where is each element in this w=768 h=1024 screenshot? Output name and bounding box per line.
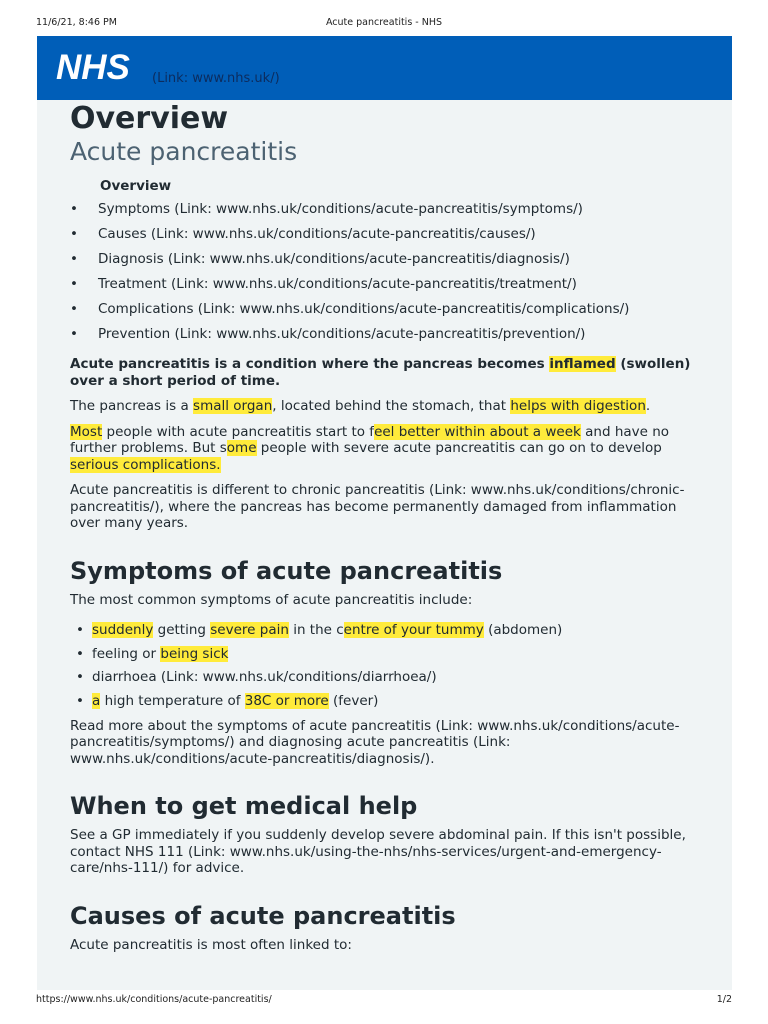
home-link[interactable]: (Link: www.nhs.uk/) xyxy=(152,71,280,86)
medical-help-text: See a GP immediately if you suddenly develop severe abdominal pain. If this isn't possible, contact NHS 111 (Link: www.nhs.uk/using-the-nhs/nhs-services/urgent-and-emergency-care/nhs-111/) for advice. xyxy=(70,827,686,876)
symptom-item: • suddenly getting severe pain in the centre of your tummy (abdomen) xyxy=(70,620,699,640)
highlight: helps with digestion xyxy=(510,398,646,414)
symptoms-heading: Symptoms of acute pancreatitis xyxy=(70,556,503,585)
lead-paragraph: Acute pancreatitis is a condition where the pancreas becomes inflamed (swollen) over a short period of time. xyxy=(70,356,691,389)
highlight: Most xyxy=(70,423,103,440)
chronic-paragraph: Acute pancreatitis is different to chronic pancreatitis (Link: www.nhs.uk/conditions/chronic-pancreatitis/), where the pancreas has become permanently damaged from inflammation over many years. xyxy=(70,482,685,531)
medical-help-heading: When to get medical help xyxy=(70,792,418,820)
pancreas-paragraph: The pancreas is a small organ, located behind the stomach, that helps with digestion. xyxy=(70,398,651,414)
nav-link-prevention[interactable]: • Prevention (Link: www.nhs.uk/conditions/acute-pancreatitis/prevention/) xyxy=(70,324,699,344)
highlight: eel better within about a week xyxy=(374,423,581,440)
nav-link-symptoms[interactable]: • Symptoms (Link: www.nhs.uk/conditions/acute-pancreatitis/symptoms/) xyxy=(70,199,699,219)
causes-intro: Acute pancreatitis is most often linked to: xyxy=(70,936,352,953)
page-number: 1/2 xyxy=(716,994,732,1005)
highlight: entre of your tummy xyxy=(343,622,484,638)
symptoms-list xyxy=(70,620,699,711)
recovery-paragraph: Most people with acute pancreatitis start to feel better within about a week and have no further problems. But some people with severe acute pancreatitis can go on to develop serious complications. xyxy=(70,423,670,473)
print-footer xyxy=(0,994,768,1008)
print-datetime: 11/6/21, 8:46 PM xyxy=(36,17,117,28)
highlight: suddenly xyxy=(92,622,154,638)
highlight: small organ xyxy=(193,398,273,414)
nhs-logo[interactable] xyxy=(55,50,145,84)
nhs-logo-text: NHS xyxy=(56,50,130,84)
page-subtitle: Acute pancreatitis xyxy=(70,137,298,166)
print-header xyxy=(0,17,768,31)
highlight: 38C or more xyxy=(244,692,329,709)
symptoms-intro: The most common symptoms of acute pancreatitis include: xyxy=(70,591,473,608)
print-title: Acute pancreatitis - NHS xyxy=(325,17,443,28)
main-content xyxy=(37,100,732,990)
section-nav xyxy=(70,199,699,344)
nav-link-complications[interactable]: • Complications (Link: www.nhs.uk/conditions/acute-pancreatitis/complications/) xyxy=(70,299,699,319)
symptom-item: • a high temperature of 38C or more (fever) xyxy=(70,691,699,711)
page-title: Overview xyxy=(70,101,229,136)
highlight: being sick xyxy=(160,645,229,662)
causes-heading: Causes of acute pancreatitis xyxy=(70,901,456,930)
symptom-item[interactable]: • diarrhoea (Link: www.nhs.uk/conditions/diarrhoea/) xyxy=(70,667,699,687)
print-url: https://www.nhs.uk/conditions/acute-pancreatitis/ xyxy=(36,994,272,1005)
highlight: inflamed xyxy=(549,356,616,372)
nav-current-label: Overview xyxy=(100,178,172,194)
highlight: severe pain xyxy=(210,622,289,638)
highlight: ome xyxy=(226,440,257,456)
highlight: a xyxy=(92,692,101,709)
symptoms-read-more[interactable]: Read more about the symptoms of acute pancreatitis (Link: www.nhs.uk/conditions/acute-pancreatitis/symptoms/) and diagnosing acute pancreatitis (Link: www.nhs.uk/conditions/acute-pancreatitis/diagnosis/). xyxy=(70,717,680,767)
symptom-item: • feeling or being sick xyxy=(70,644,699,664)
highlight: serious complications. xyxy=(70,456,221,473)
nav-link-treatment[interactable]: • Treatment (Link: www.nhs.uk/conditions/acute-pancreatitis/treatment/) xyxy=(70,274,699,294)
site-header xyxy=(37,36,732,100)
nav-link-diagnosis[interactable]: • Diagnosis (Link: www.nhs.uk/conditions/acute-pancreatitis/diagnosis/) xyxy=(70,249,699,269)
nav-link-causes[interactable]: • Causes (Link: www.nhs.uk/conditions/acute-pancreatitis/causes/) xyxy=(70,224,699,244)
